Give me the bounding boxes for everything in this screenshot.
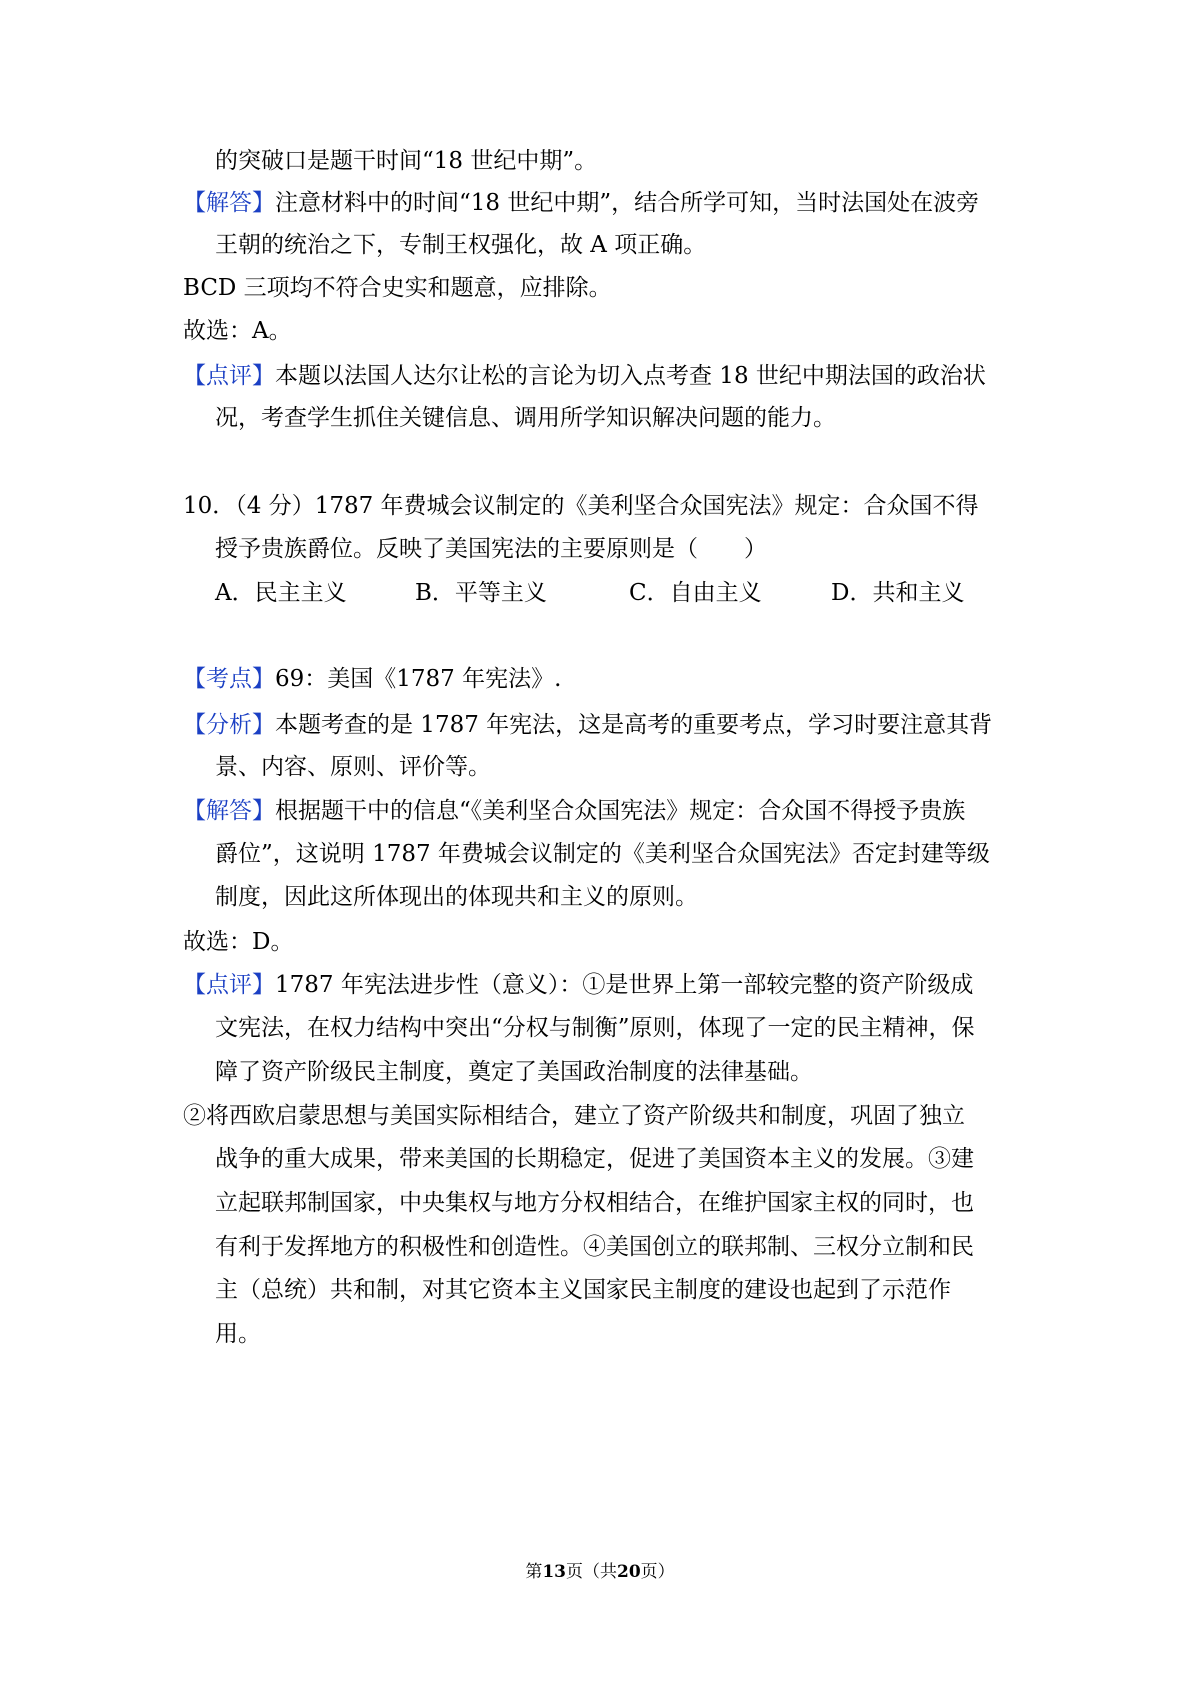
question-10-line-1: 10．（4 分）1787 年费城会议制定的《美利坚合众国宪法》规定：合众国不得 [183, 493, 979, 519]
review-tag: 【点评】 [183, 363, 275, 389]
question-10-line-2: 授予贵族爵位。反映了美国宪法的主要原则是（ ） [215, 536, 767, 562]
footer-middle: 页（共 [566, 1562, 617, 1582]
prev-review-line-2: 况，考查学生抓住关键信息、调用所学知识解决问题的能力。 [215, 405, 836, 431]
kaodian-tag: 【考点】 [183, 666, 275, 692]
option-a: A．民主主义 [215, 580, 347, 606]
fenxi-line-2: 景、内容、原则、评价等。 [215, 754, 491, 780]
fenxi-line-1 [183, 710, 992, 740]
prev-review-text-1: 本题以法国人达尔让松的言论为切入点考查 18 世纪中期法国的政治状 [275, 363, 986, 389]
prev-analysis-continuation: 的突破口是题干时间“18 世纪中期”。 [215, 148, 598, 174]
jieda-line-2: 爵位”，这说明 1787 年费城会议制定的《美利坚合众国宪法》否定封建等级 [215, 841, 990, 867]
footer-prefix: 第 [525, 1562, 543, 1582]
dianping-line-6: 立起联邦制国家，中央集权与地方分权相结合，在维护国家主权的同时，也 [215, 1190, 974, 1216]
option-d: D．共和主义 [831, 580, 965, 606]
dianping-line-8: 主（总统）共和制，对其它资本主义国家民主制度的建设也起到了示范作 [215, 1277, 951, 1303]
fenxi-tag: 【分析】 [183, 712, 275, 738]
fenxi-text-1: 本题考查的是 1787 年宪法，这是高考的重要考点，学习时要注意其背 [275, 712, 993, 738]
prev-choice-line: 故选：A。 [183, 318, 292, 344]
prev-review-line-1 [183, 361, 986, 391]
option-c: C．自由主义 [629, 580, 762, 606]
dianping-tag: 【点评】 [183, 972, 275, 998]
footer-total-pages: 20 [617, 1562, 641, 1582]
option-b: B．平等主义 [415, 580, 547, 606]
jieda-line-1 [183, 796, 965, 826]
dianping-line-4: ②将西欧启蒙思想与美国实际相结合，建立了资产阶级共和制度，巩固了独立 [183, 1103, 965, 1129]
jieda-tag: 【解答】 [183, 798, 275, 824]
dianping-line-3: 障了资产阶级民主制度，奠定了美国政治制度的法律基础。 [215, 1059, 813, 1085]
kaodian-text: 69：美国《1787 年宪法》. [275, 666, 562, 692]
page-footer [0, 1560, 1200, 1584]
jieda-text-1: 根据题干中的信息“《美利坚合众国宪法》规定：合众国不得授予贵族 [275, 798, 966, 824]
kaodian-line [183, 664, 561, 694]
prev-answer-text-1: 注意材料中的时间“18 世纪中期”，结合所学可知，当时法国处在波旁 [275, 190, 980, 216]
dianping-line-7: 有利于发挥地方的积极性和创造性。④美国创立的联邦制、三权分立制和民 [215, 1234, 974, 1260]
dianping-line-5: 战争的重大成果，带来美国的长期稳定，促进了美国资本主义的发展。③建 [215, 1146, 974, 1172]
footer-page-number: 13 [542, 1562, 566, 1582]
prev-exclude-line: BCD 三项均不符合史实和题意，应排除。 [183, 275, 612, 301]
jieda-line-3: 制度，因此这所体现出的体现共和主义的原则。 [215, 884, 698, 910]
prev-answer-line-2: 王朝的统治之下，专制王权强化，故 A 项正确。 [215, 232, 707, 258]
dianping-text-1: 1787 年宪法进步性（意义）：①是世界上第一部较完整的资产阶级成 [275, 972, 974, 998]
footer-suffix: 页） [640, 1562, 675, 1582]
answer-tag: 【解答】 [183, 190, 275, 216]
dianping-line-9: 用。 [215, 1321, 261, 1347]
prev-answer-line-1 [183, 188, 979, 218]
answer-line: 故选：D。 [183, 929, 294, 955]
question-10-options [215, 578, 975, 608]
dianping-line-2: 文宪法，在权力结构中突出“分权与制衡”原则，体现了一定的民主精神，保 [215, 1015, 975, 1041]
dianping-line-1 [183, 970, 973, 1000]
